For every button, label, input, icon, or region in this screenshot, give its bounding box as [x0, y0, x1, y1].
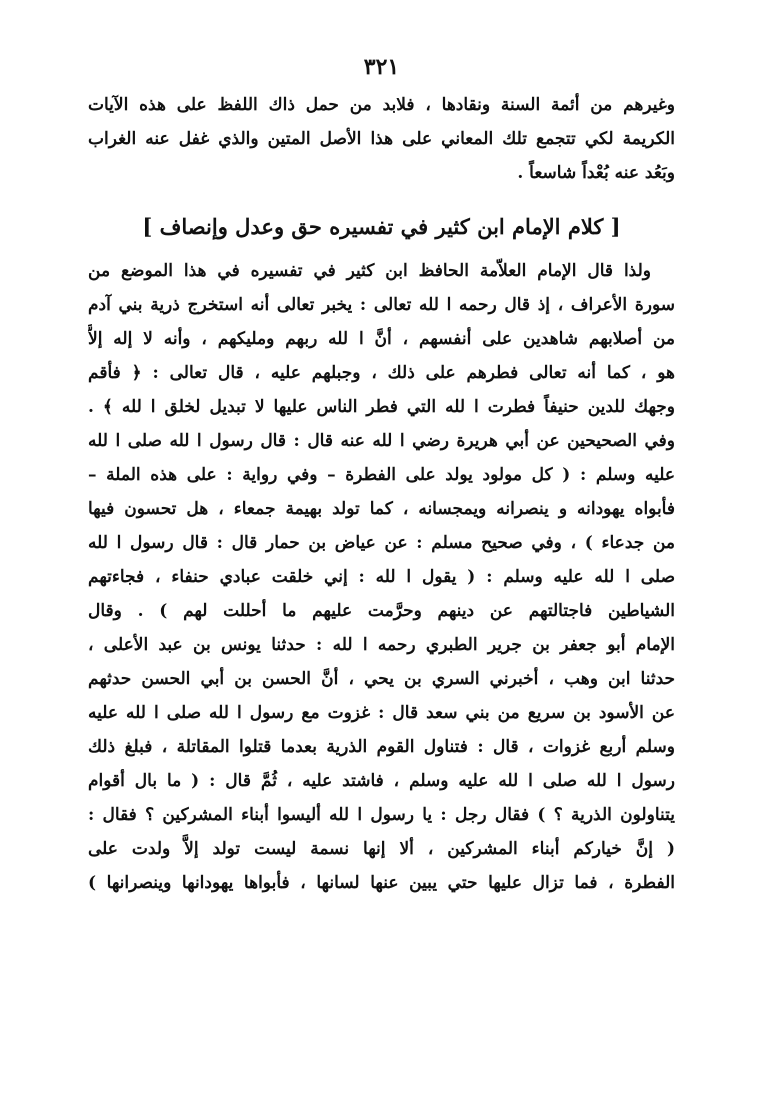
text-line: الكريمة لكي تتجمع تلك المعاني على هذا الأصل المتين والذي غفل عنه الغراب — [88, 129, 675, 149]
text-line: الإمام أبو جعفر بن جرير الطبري رحمه ا لله : حدثنا يونس بن عبد الأعلى ، — [88, 635, 675, 655]
section-heading: [ كلام الإمام ابن كثير في تفسيره حق وعدل وإنصاف ] — [142, 214, 621, 239]
main-paragraph — [88, 254, 675, 900]
text-line: هو ، كما أنه تعالى فطرهم على ذلك ، وجبلهم عليه ، قال تعالى : ﴿ فأقم — [88, 363, 675, 383]
text-line: الشياطين فاجتالتهم عن دينهم وحرَّمت عليهم ما أحللت لهم ) . وقال — [88, 601, 675, 621]
text-line: حدثنا ابن وهب ، أخبرني السري بن يحي ، أنَّ الحسن بن أبي الحسن حدثهم — [88, 669, 675, 689]
text-line: الفطرة ، فما تزال عليها حتي يبين عنها لسانها ، فأبواها يهودانها وينصرانها ) — [88, 873, 675, 893]
intro-paragraph — [88, 88, 675, 190]
text-line: عن الأسود بن سريع من بني سعد قال : غزوت مع رسول ا لله صلى ا لله عليه — [88, 703, 675, 723]
text-line: وجهك للدين حنيفاً فطرت ا لله التي فطر الناس عليها لا تبديل لخلق ا لله ﴾ . — [88, 397, 675, 417]
text-line: وفي الصحيحين عن أبي هريرة رضي ا لله عنه قال : قال رسول ا لله صلى ا لله — [88, 431, 675, 451]
page-number: ٣٢١ — [363, 54, 400, 80]
text-line: فأبواه يهودانه و ينصرانه ويمجسانه ، كما تولد بهيمة جمعاء ، هل تحسون فيها — [88, 499, 675, 519]
text-line: عليه وسلم : ( كل مولود يولد على الفطرة – وفي رواية : على هذه الملة – — [88, 465, 675, 485]
text-line: وبَعُد عنه بُعْداً شاسعاً . — [517, 163, 675, 183]
text-line: ( إنَّ خياركم أبناء المشركين ، ألا إنها نسمة ليست تولد إلاَّ ولدت على — [88, 839, 675, 859]
text-line: من جدعاء ) ، وفي صحيح مسلم : عن عياض بن حمار قال : قال رسول ا لله — [88, 533, 675, 553]
text-line: يتناولون الذرية ؟ ) فقال رجل : يا رسول ا لله أليسوا أبناء المشركين ؟ فقال : — [88, 805, 675, 825]
text-line: صلى ا لله عليه وسلم : ( يقول ا لله : إني خلقت عبادي حنفاء ، فجاءتهم — [88, 567, 675, 587]
text-line: وغيرهم من أئمة السنة ونقادها ، فلابد من حمل ذاك اللفظ على هذه الآيات — [88, 95, 675, 115]
text-line: رسول ا لله صلى ا لله عليه وسلم ، فاشتد عليه ، ثُمَّ قال : ( ما بال أقوام — [88, 771, 675, 791]
text-line: من أصلابهم شاهدين على أنفسهم ، أنَّ ا لله ربهم ومليكهم ، وأنه لا إله إلاَّ — [88, 329, 675, 349]
text-line: وسلم أربع غزوات ، قال : فتناول القوم الذرية بعدما قتلوا المقاتلة ، فبلغ ذلك — [88, 737, 675, 757]
text-line: سورة الأعراف ، إذ قال رحمه ا لله تعالى : يخبر تعالى أنه استخرج ذرية بني آدم — [88, 295, 675, 315]
text-line: ولذا قال الإمام العلاّمة الحافظ ابن كثير في تفسيره في هذا الموضع من — [88, 261, 651, 281]
